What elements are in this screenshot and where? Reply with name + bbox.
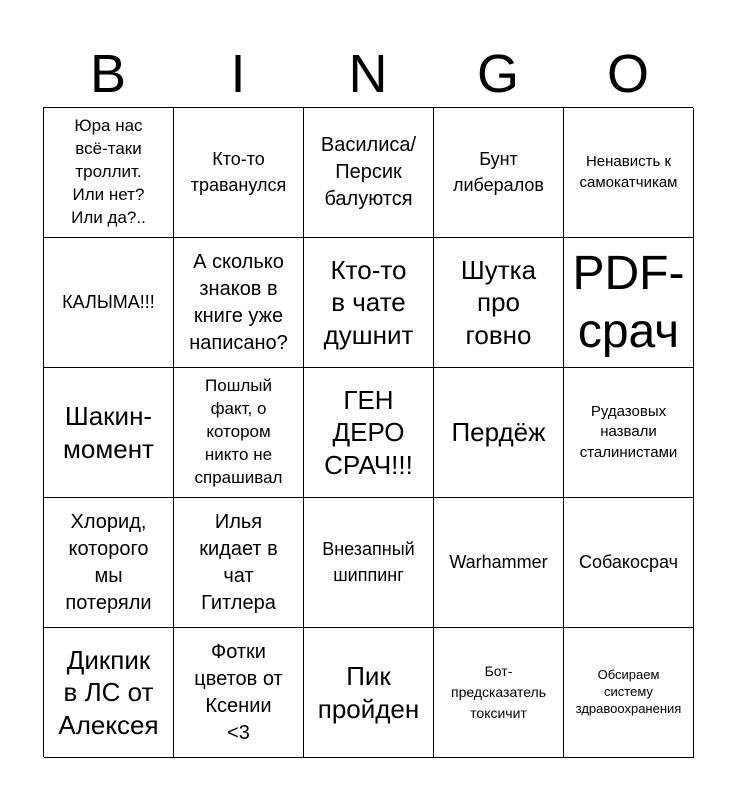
- bingo-cell[interactable]: Внезапный шиппинг: [304, 498, 434, 628]
- bingo-header: [43, 40, 693, 108]
- bingo-cell[interactable]: Пердёж: [434, 368, 564, 498]
- bingo-cell[interactable]: Дикпик в ЛС от Алексея: [44, 628, 174, 758]
- bingo-cell[interactable]: Шутка про говно: [434, 238, 564, 368]
- bingo-cell[interactable]: Кто-то в чате душнит: [304, 238, 434, 368]
- bingo-cell[interactable]: Бунт либералов: [434, 108, 564, 238]
- bingo-cell[interactable]: Шакин- момент: [44, 368, 174, 498]
- header-letter-g: G: [476, 44, 519, 104]
- bingo-cell[interactable]: Фотки цветов от Ксении <3: [174, 628, 304, 758]
- bingo-cell[interactable]: Собакосрач: [564, 498, 694, 628]
- bingo-cell[interactable]: Илья кидает в чат Гитлера: [174, 498, 304, 628]
- bingo-cell[interactable]: ГЕН ДЕРО СРАЧ!!!: [304, 368, 434, 498]
- header-letter-n: N: [348, 44, 388, 104]
- bingo-cell[interactable]: Кто-то траванулся: [174, 108, 304, 238]
- bingo-cell[interactable]: КАЛЫМА!!!: [44, 238, 174, 368]
- bingo-cell[interactable]: А сколько знаков в книге уже написано?: [174, 238, 304, 368]
- header-letter-b: B: [89, 44, 127, 104]
- header-letter-o: O: [606, 44, 649, 104]
- bingo-cell[interactable]: Василиса/ Персик балуются: [304, 108, 434, 238]
- bingo-cell[interactable]: Хлорид, которого мы потеряли: [44, 498, 174, 628]
- bingo-cell[interactable]: Рудазовых назвали сталинистами: [564, 368, 694, 498]
- bingo-cell[interactable]: Warhammer: [434, 498, 564, 628]
- bingo-cell[interactable]: Обсираем систему здравоохранения: [564, 628, 694, 758]
- bingo-cell[interactable]: Пик пройден: [304, 628, 434, 758]
- bingo-board: [43, 107, 693, 757]
- bingo-cell[interactable]: Пошлый факт, о котором никто не спрашивал: [174, 368, 304, 498]
- bingo-cell[interactable]: Юра нас всё-таки троллит. Или нет? Или да?..: [44, 108, 174, 238]
- bingo-cell[interactable]: Бот- предсказатель токсичит: [434, 628, 564, 758]
- bingo-cell[interactable]: PDF- срач: [564, 238, 694, 368]
- bingo-cell[interactable]: Ненависть к самокатчикам: [564, 108, 694, 238]
- header-letter-i: I: [230, 44, 246, 104]
